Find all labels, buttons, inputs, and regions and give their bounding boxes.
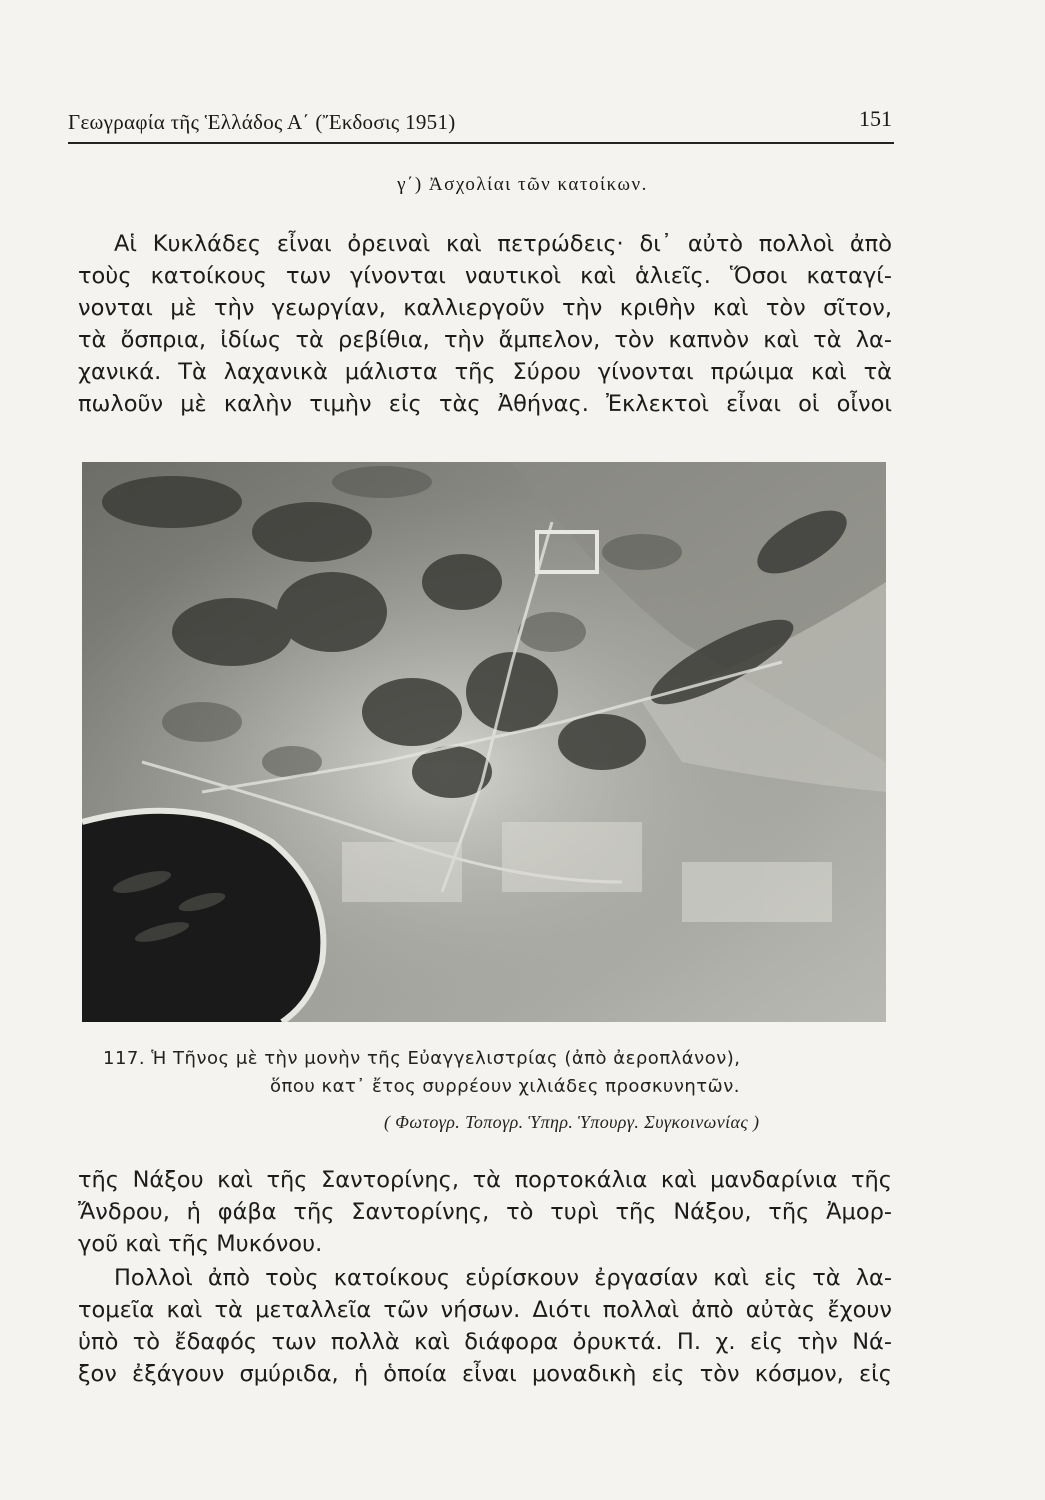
paragraph-line: νονται μὲ τὴν γεωργίαν, καλλιεργοῦν τὴν κριθὴν καὶ τὸν σῖτον, — [78, 295, 892, 321]
paragraph-line: τοὺς κατοίκους των γίνονται ναυτικοὶ καὶ ἁλιεῖς. Ὅσοι καταγί- — [78, 263, 892, 289]
paragraph-line: ξον ἐξάγουν σμύριδα, ἡ ὁποία εἶναι μοναδικὴ εἰς τὸν κόσμον, εἰς — [78, 1361, 892, 1387]
paragraph-line: Ἄνδρου, ἡ φάβα τῆς Σαντορίνης, τὸ τυρὶ τῆς Νάξου, τῆς Ἀμορ- — [78, 1199, 892, 1225]
paragraph-line: ὑπὸ τὸ ἔδαφός των πολλὰ καὶ διάφορα ὀρυκτά. Π. χ. εἰς τὴν Νά- — [78, 1329, 892, 1355]
running-head — [68, 104, 894, 144]
paragraph-2 — [78, 1164, 892, 1260]
figure-caption-line-2: ὅπου κατ᾿ ἔτος συρρέουν χιλιάδες προσκυνητῶν. — [270, 1076, 740, 1097]
aerial-photo-tinos — [82, 462, 886, 1022]
paragraph-line: Αἱ Κυκλάδες εἶναι ὀρειναὶ καὶ πετρώδεις· δι᾿ αὐτὸ πολλοὶ ἀπὸ — [114, 231, 892, 257]
section-heading: γ΄) Ἀσχολίαι τῶν κατοίκων. — [397, 174, 648, 195]
aerial-photo-drawing — [82, 462, 886, 1022]
paragraph-line: γοῦ καὶ τῆς Μυκόνου. — [78, 1231, 323, 1257]
paragraph-line: τῆς Νάξου καὶ τῆς Σαντορίνης, τὰ πορτοκάλια καὶ μανδαρίνια τῆς — [78, 1167, 892, 1193]
paragraph-line: Πολλοὶ ἀπὸ τοὺς κατοίκους εὑρίσκουν ἐργασίαν καὶ εἰς τὰ λα- — [114, 1265, 892, 1291]
paragraph-line: τὰ ὄσπρια, ἰδίως τὰ ρεβίθια, τὴν ἄμπελον, τὸν καπνὸν καὶ τὰ λα- — [78, 327, 892, 353]
paragraph-line: χανικά. Τὰ λαχανικὰ μάλιστα τῆς Σύρου γίνονται πρώιμα καὶ τὰ — [78, 359, 892, 385]
running-title: Γεωγραφία τῆς Ἑλλάδος Α΄ (Ἔκδοσις 1951) — [68, 110, 456, 134]
page-number: 151 — [859, 106, 892, 131]
photo-credit: ( Φωτογρ. Τοπογρ. Ὑπηρ. Ὑπουργ. Συγκοινωνίας ) — [384, 1112, 760, 1132]
paragraph-line: πωλοῦν μὲ καλὴν τιμὴν εἰς τὰς Ἀθήνας. Ἐκλεκτοὶ εἶναι οἱ οἶνοι — [78, 391, 892, 417]
paragraph-line: τομεῖα καὶ τὰ μεταλλεῖα τῶν νήσων. Διότι πολλαὶ ἀπὸ αὐτὰς ἔχουν — [78, 1297, 892, 1323]
paragraph-3 — [78, 1262, 892, 1390]
figure-caption-line-1: 117. Ἡ Τῆνος μὲ τὴν μονὴν τῆς Εὐαγγελιστρίας (ἀπὸ ἀεροπλάνον), — [103, 1048, 741, 1069]
paragraph-1 — [78, 228, 892, 420]
